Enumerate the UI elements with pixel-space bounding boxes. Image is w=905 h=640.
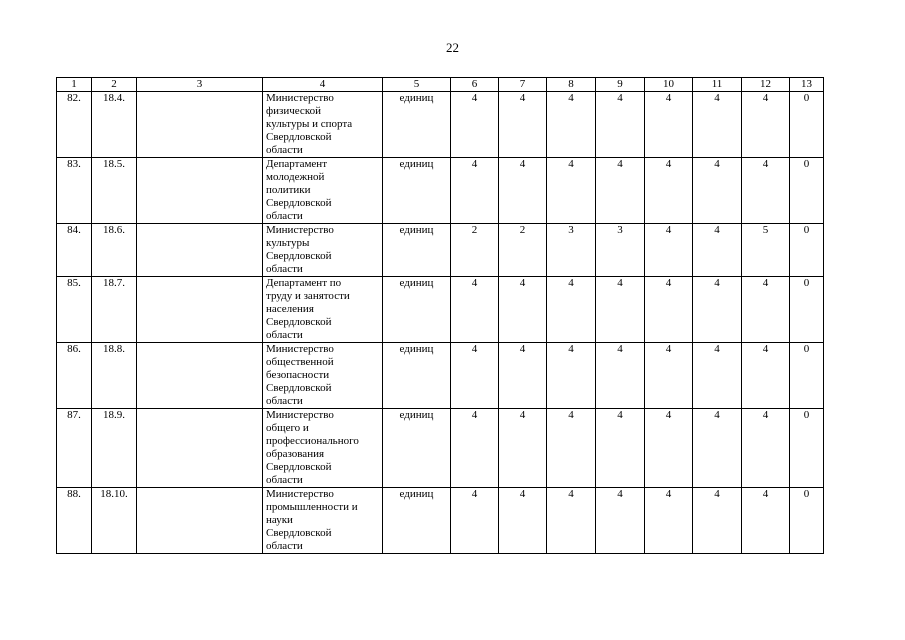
organization-name-line: Министерство xyxy=(266,224,334,236)
organization-name-line: науки xyxy=(266,514,293,526)
column-header: 11 xyxy=(693,78,742,92)
row-code-cell: 18.10. xyxy=(92,488,137,554)
value-cell: 4 xyxy=(742,92,790,158)
value-cell: 4 xyxy=(596,92,645,158)
organization-name-line: области xyxy=(266,144,303,156)
organization-name-line: Департамент по xyxy=(266,277,342,289)
value-cell: 4 xyxy=(451,92,499,158)
row-number-cell: 86. xyxy=(57,343,92,409)
value-cell: 2 xyxy=(499,224,547,277)
value-cell: 4 xyxy=(742,158,790,224)
value-cell: 4 xyxy=(499,277,547,343)
value-cell: 0 xyxy=(790,409,824,488)
organization-name-cell xyxy=(263,158,383,224)
value-cell: 3 xyxy=(596,224,645,277)
data-table xyxy=(56,77,824,554)
organization-name-line: Министерство xyxy=(266,343,334,355)
value-cell: 4 xyxy=(742,488,790,554)
row-code-cell: 18.7. xyxy=(92,277,137,343)
organization-name-line: области xyxy=(266,263,303,275)
table-header-row xyxy=(57,78,824,92)
value-cell: 4 xyxy=(693,158,742,224)
organization-name-line: культуры и спорта xyxy=(266,118,353,130)
value-cell: 4 xyxy=(451,409,499,488)
value-cell: 4 xyxy=(645,343,693,409)
unit-cell: единиц xyxy=(383,224,451,277)
value-cell: 4 xyxy=(451,158,499,224)
value-cell: 4 xyxy=(499,92,547,158)
value-cell: 4 xyxy=(693,409,742,488)
value-cell: 4 xyxy=(547,409,596,488)
page-number: 22 xyxy=(446,40,459,55)
organization-name-line: Министерство xyxy=(266,409,334,421)
unit-cell: единиц xyxy=(383,92,451,158)
row-col3-cell xyxy=(137,158,263,224)
column-header: 12 xyxy=(742,78,790,92)
value-cell: 4 xyxy=(645,224,693,277)
unit-cell: единиц xyxy=(383,488,451,554)
value-cell: 4 xyxy=(645,488,693,554)
row-number-cell: 84. xyxy=(57,224,92,277)
organization-name-cell xyxy=(263,277,383,343)
organization-name-line: политики xyxy=(266,184,311,196)
organization-name-line: Свердловской xyxy=(266,527,332,539)
value-cell: 4 xyxy=(547,92,596,158)
value-cell: 4 xyxy=(645,409,693,488)
value-cell: 4 xyxy=(742,343,790,409)
value-cell: 4 xyxy=(693,277,742,343)
value-cell: 4 xyxy=(693,224,742,277)
unit-cell: единиц xyxy=(383,343,451,409)
value-cell: 0 xyxy=(790,488,824,554)
value-cell: 0 xyxy=(790,158,824,224)
row-code-cell: 18.5. xyxy=(92,158,137,224)
row-code-cell: 18.8. xyxy=(92,343,137,409)
organization-name-line: общественной xyxy=(266,356,334,368)
organization-name-line: Свердловской xyxy=(266,461,332,473)
organization-name-line: области xyxy=(266,474,303,486)
row-col3-cell xyxy=(137,92,263,158)
table-body xyxy=(57,78,824,554)
organization-name-line: населения xyxy=(266,303,314,315)
row-code-cell: 18.6. xyxy=(92,224,137,277)
row-number-cell: 83. xyxy=(57,158,92,224)
value-cell: 4 xyxy=(451,277,499,343)
value-cell: 4 xyxy=(596,277,645,343)
organization-name-line: Департамент xyxy=(266,158,328,170)
value-cell: 4 xyxy=(451,343,499,409)
value-cell: 4 xyxy=(693,488,742,554)
organization-name-line: Свердловской xyxy=(266,316,332,328)
value-cell: 0 xyxy=(790,343,824,409)
value-cell: 4 xyxy=(742,277,790,343)
row-col3-cell xyxy=(137,488,263,554)
organization-name-line: Свердловской xyxy=(266,197,332,209)
value-cell: 4 xyxy=(645,92,693,158)
value-cell: 0 xyxy=(790,277,824,343)
organization-name-line: культуры xyxy=(266,237,310,249)
organization-name-line: области xyxy=(266,210,303,222)
value-cell: 4 xyxy=(742,409,790,488)
organization-name-line: Свердловской xyxy=(266,382,332,394)
table-row xyxy=(57,343,824,409)
value-cell: 4 xyxy=(693,92,742,158)
value-cell: 4 xyxy=(499,158,547,224)
column-header: 10 xyxy=(645,78,693,92)
row-col3-cell xyxy=(137,224,263,277)
organization-name-line: безопасности xyxy=(266,369,330,381)
value-cell: 4 xyxy=(596,343,645,409)
organization-name-line: области xyxy=(266,329,303,341)
column-header: 8 xyxy=(547,78,596,92)
column-header: 1 xyxy=(57,78,92,92)
value-cell: 0 xyxy=(790,224,824,277)
column-header: 6 xyxy=(451,78,499,92)
table-row xyxy=(57,409,824,488)
organization-name-line: промышленности и xyxy=(266,501,358,513)
row-col3-cell xyxy=(137,343,263,409)
column-header: 5 xyxy=(383,78,451,92)
value-cell: 0 xyxy=(790,92,824,158)
column-header: 2 xyxy=(92,78,137,92)
value-cell: 4 xyxy=(499,488,547,554)
column-header: 7 xyxy=(499,78,547,92)
organization-name-line: общего и xyxy=(266,422,309,434)
unit-cell: единиц xyxy=(383,409,451,488)
unit-cell: единиц xyxy=(383,277,451,343)
unit-cell: единиц xyxy=(383,158,451,224)
organization-name-line: профессионального xyxy=(266,435,359,447)
value-cell: 3 xyxy=(547,224,596,277)
organization-name-cell xyxy=(263,224,383,277)
value-cell: 4 xyxy=(499,409,547,488)
column-header: 4 xyxy=(263,78,383,92)
row-number-cell: 88. xyxy=(57,488,92,554)
value-cell: 4 xyxy=(596,158,645,224)
column-header: 13 xyxy=(790,78,824,92)
organization-name-line: молодежной xyxy=(266,171,325,183)
table-row xyxy=(57,158,824,224)
organization-name-line: образования xyxy=(266,448,325,460)
value-cell: 5 xyxy=(742,224,790,277)
row-number-cell: 82. xyxy=(57,92,92,158)
organization-name-line: Свердловской xyxy=(266,250,332,262)
row-code-cell: 18.4. xyxy=(92,92,137,158)
organization-name-line: труду и занятости xyxy=(266,290,350,302)
organization-name-line: области xyxy=(266,540,303,552)
organization-name-cell xyxy=(263,409,383,488)
value-cell: 2 xyxy=(451,224,499,277)
organization-name-cell xyxy=(263,343,383,409)
value-cell: 4 xyxy=(645,277,693,343)
row-col3-cell xyxy=(137,277,263,343)
organization-name-line: Министерство xyxy=(266,488,334,500)
value-cell: 4 xyxy=(547,158,596,224)
organization-name-line: Министерство xyxy=(266,92,334,104)
row-col3-cell xyxy=(137,409,263,488)
value-cell: 4 xyxy=(596,409,645,488)
value-cell: 4 xyxy=(547,488,596,554)
value-cell: 4 xyxy=(499,343,547,409)
organization-name-cell xyxy=(263,92,383,158)
value-cell: 4 xyxy=(596,488,645,554)
table-row xyxy=(57,277,824,343)
value-cell: 4 xyxy=(547,277,596,343)
organization-name-line: Свердловской xyxy=(266,131,332,143)
value-cell: 4 xyxy=(547,343,596,409)
table-row xyxy=(57,92,824,158)
table-row xyxy=(57,224,824,277)
row-number-cell: 87. xyxy=(57,409,92,488)
value-cell: 4 xyxy=(451,488,499,554)
value-cell: 4 xyxy=(645,158,693,224)
column-header: 3 xyxy=(137,78,263,92)
value-cell: 4 xyxy=(693,343,742,409)
row-code-cell: 18.9. xyxy=(92,409,137,488)
organization-name-line: физической xyxy=(266,105,321,117)
table-row xyxy=(57,488,824,554)
organization-name-cell xyxy=(263,488,383,554)
row-number-cell: 85. xyxy=(57,277,92,343)
column-header: 9 xyxy=(596,78,645,92)
organization-name-line: области xyxy=(266,395,303,407)
